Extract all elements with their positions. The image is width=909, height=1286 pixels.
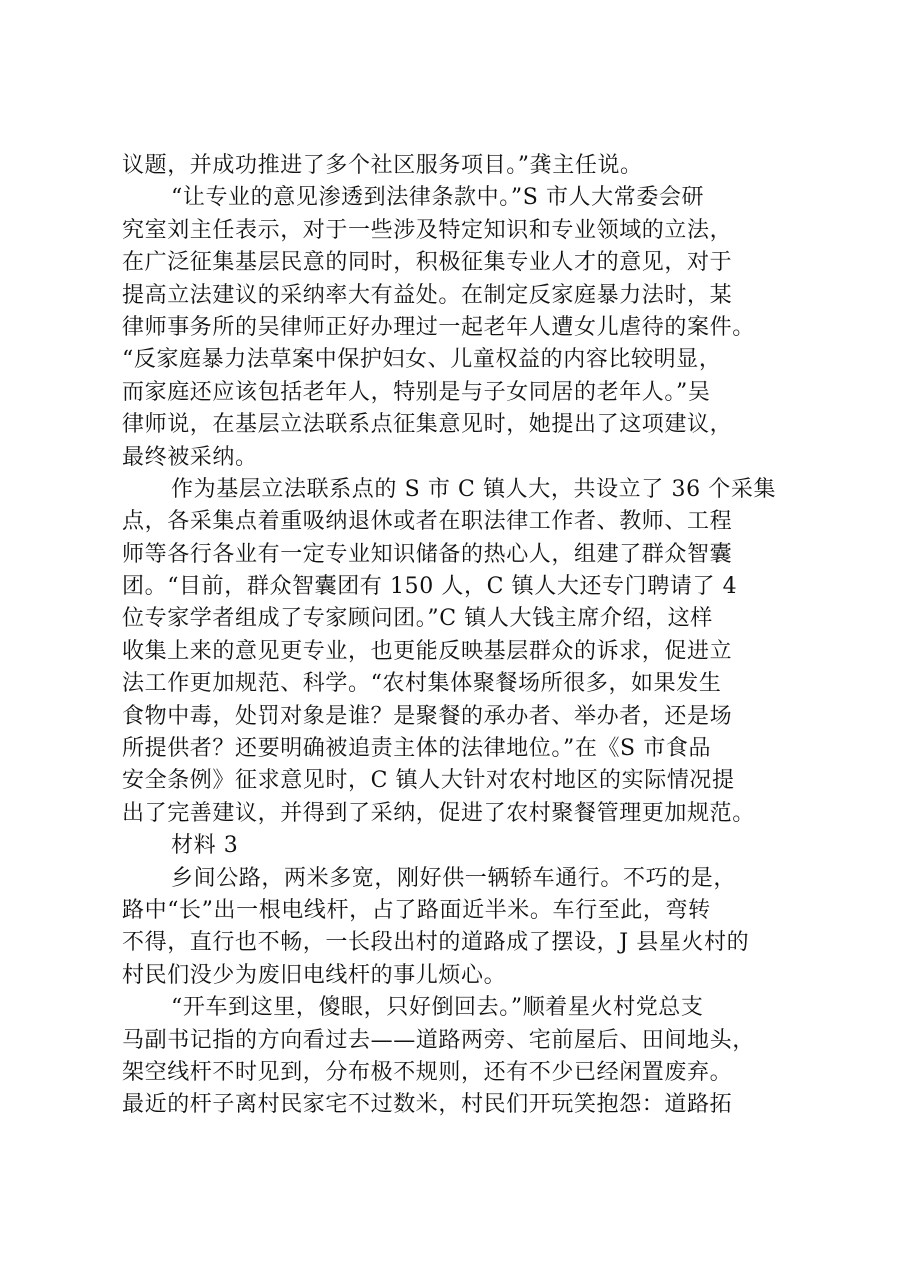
text-line-9: 律师说，在基层立法联系点征集意见时，她提出了这项建议， <box>122 412 733 438</box>
text-line-13: 师等各行各业有一定专业知识储备的热心人，组建了群众智囊 <box>122 541 733 567</box>
text-line-20: 安全条例》征求意见时，C 镇人大针对农村地区的实际情况提 <box>122 768 735 794</box>
text-line-14: 团。“目前，群众智囊团有 150 人，C 镇人大还专门聘请了 4 <box>122 574 738 600</box>
text-line-29: 架空线杆不时见到，分布极不规则，还有不少已经闲置废弃。 <box>122 1059 733 1085</box>
text-line-10: 最终被采纳。 <box>122 444 258 470</box>
text-line-21: 出了完善建议，并得到了采纳，促进了农村聚餐管理更加规范。 <box>122 800 755 826</box>
text-line-27: “开车到这里，傻眼，只好倒回去。”顺着星火村党总支 <box>171 995 704 1021</box>
article-body <box>122 150 822 1122</box>
text-line-3: 究室刘主任表示，对于一些涉及特定知识和专业领域的立法， <box>122 217 733 243</box>
text-line-18: 食物中毒，处罚对象是谁？是聚餐的承办者、举办者，还是场 <box>122 703 733 729</box>
text-line-19: 所提供者？还要明确被追责主体的法律地位。”在《S 市食品 <box>122 736 712 762</box>
text-line-2: “让专业的意见渗透到法律条款中。”S 市人大常委会研 <box>171 185 705 211</box>
text-line-23: 乡间公路，两米多宽，刚好供一辆轿车通行。不巧的是， <box>171 865 737 891</box>
text-line-24: 路中“长”出一根电线杆，占了路面近半米。车行至此，弯转 <box>122 897 711 923</box>
text-line-16: 收集上来的意见更专业，也更能反映基层群众的诉求，促进立 <box>122 638 733 664</box>
text-line-30: 最近的杆子离村民家宅不过数米，村民们开玩笑抱怨：道路拓 <box>122 1092 733 1118</box>
text-line-28: 马副书记指的方向看过去——道路两旁、宅前屋后、田间地头， <box>122 1027 755 1053</box>
text-line-5: 提高立法建议的采纳率大有益处。在制定反家庭暴力法时，某 <box>122 282 733 308</box>
text-line-17: 法工作更加规范、科学。“农村集体聚餐场所很多，如果发生 <box>122 671 722 697</box>
text-line-25: 不得，直行也不畅，一长段出村的道路成了摆设，J 县星火村的 <box>122 930 750 956</box>
text-line-26: 村民们没少为废旧电线杆的事儿烦心。 <box>122 962 507 988</box>
text-line-7: “反家庭暴力法草案中保护妇女、儿童权益的内容比较明显， <box>122 347 722 373</box>
text-line-11: 作为基层立法联系点的 S 市 C 镇人大，共设立了 36 个采集 <box>171 476 777 502</box>
text-line-1: 议题，并成功推进了多个社区服务项目。”龚主任说。 <box>122 153 643 178</box>
text-line-12: 点，各采集点着重吸纳退休或者在职法律工作者、教师、工程 <box>122 509 733 535</box>
section-heading-material-3: 材料 3 <box>171 833 239 859</box>
text-line-15: 位专家学者组成了专家顾问团。”C 镇人大钱主席介绍，这样 <box>122 606 713 632</box>
text-line-4: 在广泛征集基层民意的同时，积极征集专业人才的意见，对于 <box>122 250 733 276</box>
text-line-6: 律师事务所的吴律师正好办理过一起老年人遭女儿虐待的案件。 <box>122 314 755 340</box>
text-line-8: 而家庭还应该包括老年人，特别是与子女同居的老年人。”吴 <box>122 379 711 405</box>
